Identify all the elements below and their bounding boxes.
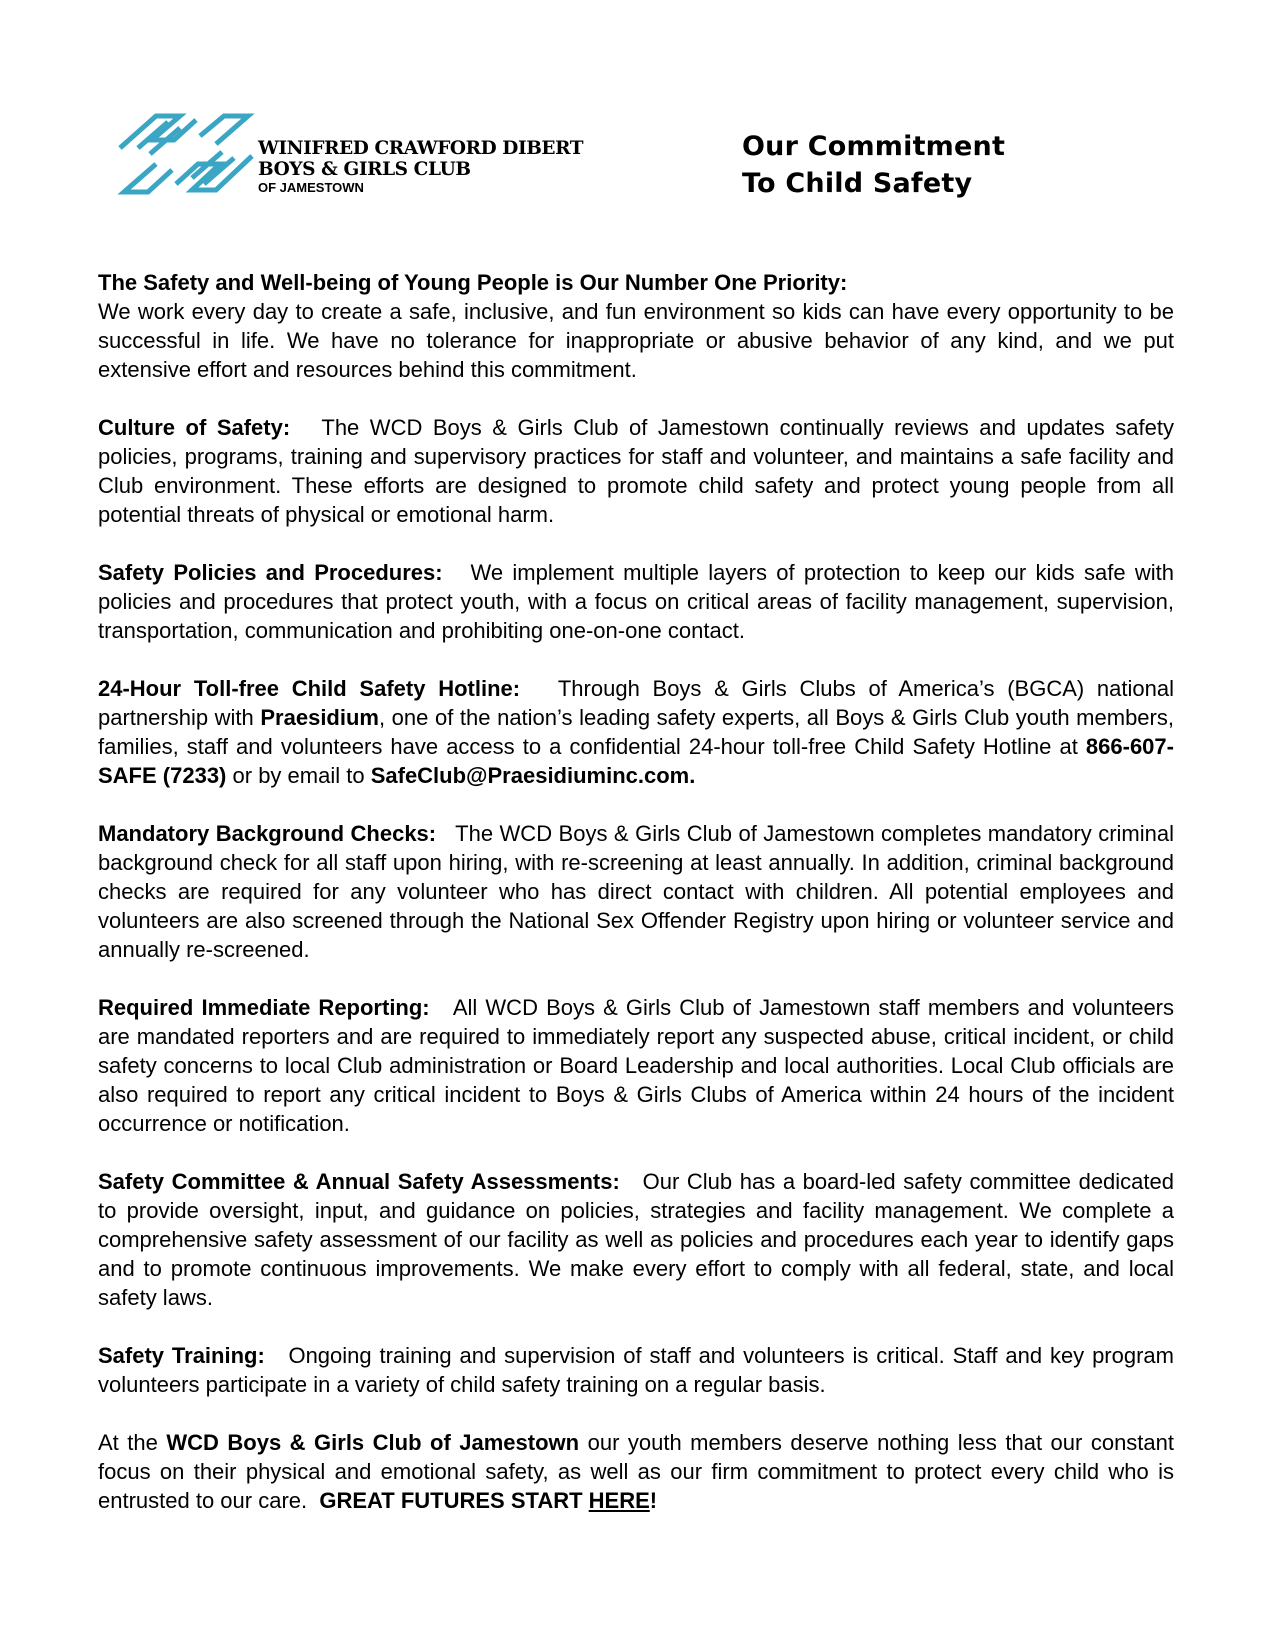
hands-logo-icon <box>116 112 256 196</box>
training-section <box>98 1341 1174 1399</box>
logo-line-2: BOYS & GIRLS CLUB <box>258 159 471 180</box>
hotline-partner: Praesidium <box>260 705 379 730</box>
reporting-section <box>98 993 1174 1138</box>
document-body <box>98 268 1174 1544</box>
hotline-phone: 866-607-SAFE (7233) <box>98 734 1174 788</box>
intro-heading: The Safety and Well-being of Young People is Our Number One Priority: <box>98 270 848 295</box>
slogan <box>319 1488 657 1513</box>
hotline-section <box>98 674 1174 790</box>
slogan-pre: GREAT FUTURES START <box>319 1488 583 1513</box>
intro-body: We work every day to create a safe, inclusive, and fun environment so kids can have every opportunity to be successful in life. We have no tolerance for inappropriate or abusive behavior of any kind, and we put extensive effort and resources behind this commitment. <box>98 299 1174 382</box>
background-body: The WCD Boys & Girls Club of Jamestown completes mandatory criminal background check for all staff upon hiring, with re-screening at least annually. In addition, criminal background checks are required for any volunteer who has direct contact with children. All potential employees and volunteers are also screened through the National Sex Offender Registry upon hiring or volunteer service and annually re-screened. <box>98 821 1174 962</box>
slogan-here: HERE <box>588 1488 650 1513</box>
culture-section <box>98 413 1174 529</box>
policies-title: Safety Policies and Procedures: <box>98 560 443 585</box>
policies-body: We implement multiple layers of protection to keep our kids safe with policies and procedures that protect youth, with a focus on critical areas of facility management, supervision, transportation, communication and prohibiting one-on-one contact. <box>98 560 1174 643</box>
closing-org: WCD Boys & Girls Club of Jamestown <box>166 1430 580 1455</box>
hotline-body-1: Through Boys & Girls Clubs of America’s (BGCA) national partnership with <box>98 676 1174 730</box>
reporting-title: Required Immediate Reporting: <box>98 995 430 1020</box>
logo-line-3: OF JAMESTOWN <box>258 180 364 195</box>
training-title: Safety Training: <box>98 1343 265 1368</box>
hotline-body-2: , one of the nation’s leading safety experts, all Boys & Girls Club youth members, families, staff and volunteers have access to a confidential 24-hour toll-free Child Safety Hotline at <box>98 705 1174 759</box>
header <box>0 0 1275 240</box>
page-title <box>742 128 1005 202</box>
logo-wordmark <box>258 138 583 196</box>
training-body: Ongoing training and supervision of staff and volunteers is critical. Staff and key program volunteers participate in a variety of child safety training on a regular basis. <box>98 1343 1174 1397</box>
reporting-body: All WCD Boys & Girls Club of Jamestown staff members and volunteers are mandated reporters and are required to immediately report any suspected abuse, critical incident, or child safety concerns to local Club administration or Board Leadership and local authorities. Local Club officials are also required to report any critical incident to Boys & Girls Clubs of America within 24 hours of the incident occurrence or notification. <box>98 995 1175 1136</box>
committee-section <box>98 1167 1174 1312</box>
intro-section <box>98 268 1174 384</box>
background-section <box>98 819 1174 964</box>
closing-lead: At the <box>98 1430 158 1455</box>
club-logo <box>116 112 596 202</box>
policies-section <box>98 558 1174 645</box>
hotline-body-3: or by email to <box>232 763 365 788</box>
hotline-title: 24-Hour Toll-free Child Safety Hotline: <box>98 676 521 701</box>
closing-body: our youth members deserve nothing less that our constant focus on their physical and emotional safety, as well as our firm commitment to protect every child who is entrusted to our care. <box>98 1430 1174 1513</box>
closing-section <box>98 1428 1174 1515</box>
committee-title: Safety Committee & Annual Safety Assessments: <box>98 1169 620 1194</box>
background-title: Mandatory Background Checks: <box>98 821 437 846</box>
hotline-email: SafeClub@Praesidiuminc.com. <box>370 763 696 788</box>
culture-title: Culture of Safety: <box>98 415 291 440</box>
logo-line-1: WINIFRED CRAWFORD DIBERT <box>258 138 584 159</box>
committee-body: Our Club has a board-led safety committee dedicated to provide oversight, input, and guidance on policies, strategies and facility management. We complete a comprehensive safety assessment of our facility as well as policies and procedures each year to identify gaps and to promote continuous improvements. We make every effort to comply with all federal, state, and local safety laws. <box>98 1169 1175 1310</box>
culture-body: The WCD Boys & Girls Club of Jamestown continually reviews and updates safety policies, programs, training and supervisory practices for staff and volunteer, and maintains a safe facility and Club environment. These efforts are designed to promote child safety and protect young people from all potential threats of physical or emotional harm. <box>98 415 1174 527</box>
page-title-line-1: Our Commitment <box>742 131 1006 162</box>
page-title-line-2: To Child Safety <box>742 168 973 199</box>
slogan-end: ! <box>649 1488 658 1513</box>
